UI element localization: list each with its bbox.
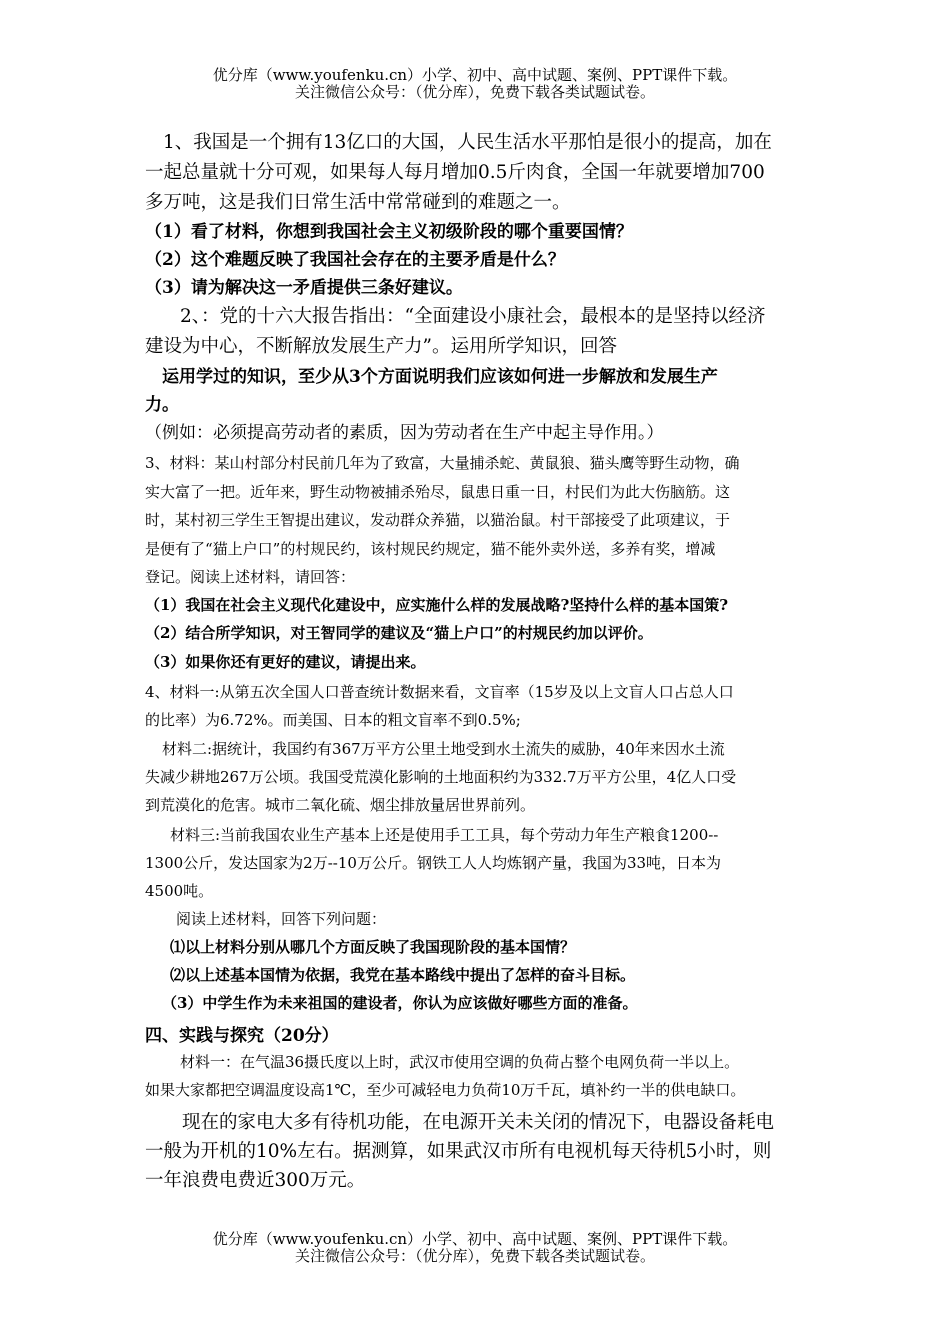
q1-sub-question-1: （1）看了材料，你想到我国社会主义初级阶段的哪个重要国情？: [145, 222, 633, 242]
q4-prompt: 阅读上述材料，回答下列问题：: [176, 910, 387, 928]
q4-material-3-line-2: 1300公斤，发达国家为2万--10万公斤。钢铁工人人均炼钢产量，我国为33吨，日本为: [145, 854, 722, 872]
q2-text-line-1: 2、：党的十六大报告指出：“全面建设小康社会，最根本的是坚持以经济: [180, 306, 766, 327]
header-line-2: 关注微信公众号：（优分库），免费下载各类试题试卷。: [294, 83, 655, 101]
section-4-paragraph-2-line-1: 现在的家电大多有待机功能，在电源开关未关闭的情况下，电器设备耗电: [182, 1112, 775, 1133]
q4-material-3-line-3: 4500吨。: [145, 882, 214, 900]
section-4-title: 四、实践与探究（20分）: [145, 1026, 339, 1046]
q2-text-line-2: 建设为中心，不断解放发展生产力”。运用所学知识，回答: [145, 336, 617, 357]
q1-sub-question-3: （3）请为解决这一矛盾提供三条好建议。: [145, 278, 463, 298]
q3-text-line-4: 是便有了“猫上户口”的村规民约，该村规民约规定，猫不能外卖外送，多养有奖，增减: [145, 540, 716, 558]
section-4-paragraph-2-line-2: 一般为开机的10%左右。据测算，如果武汉市所有电视机每天待机5小时，则: [145, 1141, 772, 1162]
header-line-1: 优分库（www.youfenku.cn）小学、初中、高中试题、案例、PPT课件下载。: [212, 66, 738, 84]
q4-sub-question-1: ⑴以上材料分别从哪几个方面反映了我国现阶段的基本国情？: [170, 938, 576, 956]
footer-line-2: 关注微信公众号：（优分库），免费下载各类试题试卷。: [294, 1247, 655, 1265]
q1-text-line-1: 1、我国是一个拥有13亿口的大国，人民生活水平那怕是很小的提高，加在: [163, 132, 772, 153]
q3-text-line-5: 登记。阅读上述材料，请回答：: [145, 568, 356, 586]
page-header: [0, 67, 950, 101]
page-footer: [0, 1231, 950, 1265]
q3-text-line-3: 时，某村初三学生王智提出建议，发动群众养猫，以猫治鼠。村干部接受了此项建议，于: [145, 511, 731, 529]
q3-sub-question-3: （3）如果你还有更好的建议，请提出来。: [145, 653, 426, 671]
section-4-material-1-line-1: 材料一：在气温36摄氏度以上时，武汉市使用空调的负荷占整个电网负荷一半以上。: [180, 1053, 740, 1071]
q3-sub-question-1: （1）我国在社会主义现代化建设中，应实施什么样的发展战略?坚持什么样的基本国策?: [145, 596, 729, 614]
q3-text-line-2: 实大富了一把。近年来，野生动物被捕杀殆尽，鼠患日重一日，村民们为此大伤脑筋。这: [145, 483, 731, 501]
q4-material-2-line-3: 到荒漠化的危害。城市二氧化硫、烟尘排放量居世界前列。: [145, 796, 536, 814]
footer-line-1: 优分库（www.youfenku.cn）小学、初中、高中试题、案例、PPT课件下载。: [212, 1230, 738, 1248]
q1-text-line-2: 一起总量就十分可观，如果每人每月增加0.5斤肉食，全国一年就要增加700: [145, 162, 765, 183]
q4-material-3-line-1: 材料三:当前我国农业生产基本上还是使用手工工具，每个劳动力年生产粮食1200--: [170, 826, 719, 844]
q1-sub-question-2: （2）这个难题反映了我国社会存在的主要矛盾是什么？: [145, 250, 565, 270]
section-4-material-1-line-2: 如果大家都把空调温度设高1℃，至少可减轻电力负荷10万千瓦，填补约一半的供电缺口。: [145, 1081, 746, 1099]
q4-material-2-line-1: 材料二:据统计，我国约有367万平方公里土地受到水土流失的威胁，40年来因水土流: [162, 740, 725, 758]
q4-sub-question-3: （3）中学生作为未来祖国的建设者，你认为应该做好哪些方面的准备。: [162, 994, 638, 1012]
q4-sub-question-2: ⑵以上述基本国情为依据，我党在基本路线中提出了怎样的奋斗目标。: [170, 966, 636, 984]
q3-text-line-1: 3、材料：某山村部分村民前几年为了致富，大量捕杀蛇、黄鼠狼、猫头鹰等野生动物，确: [145, 454, 740, 472]
q2-ask-line-2: 力。: [145, 395, 179, 415]
q1-text-line-3: 多万吨，这是我们日常生活中常常碰到的难题之一。: [145, 192, 571, 213]
q4-material-1-line-1: 4、材料一:从第五次全国人口普查统计数据来看，文盲率（15岁及以上文盲人口占总人口: [145, 683, 734, 701]
q4-material-1-line-2: 的比率）为6.72%。而美国、日本的粗文盲率不到0.5%;: [145, 711, 521, 729]
q3-sub-question-2: （2）结合所学知识，对王智同学的建议及“猫上户口”的村规民约加以评价。: [145, 624, 653, 642]
section-4-paragraph-2-line-3: 一年浪费电费近300万元。: [145, 1170, 366, 1191]
q2-example: （例如：必须提高劳动者的素质，因为劳动者在生产中起主导作用。）: [145, 423, 664, 443]
q4-material-2-line-2: 失减少耕地267万公顷。我国受荒漠化影响的土地面积约为332.7万平方公里，4亿人口受: [145, 768, 737, 786]
q2-ask-line-1: 运用学过的知识，至少从3个方面说明我们应该如何进一步解放和发展生产: [162, 367, 718, 387]
